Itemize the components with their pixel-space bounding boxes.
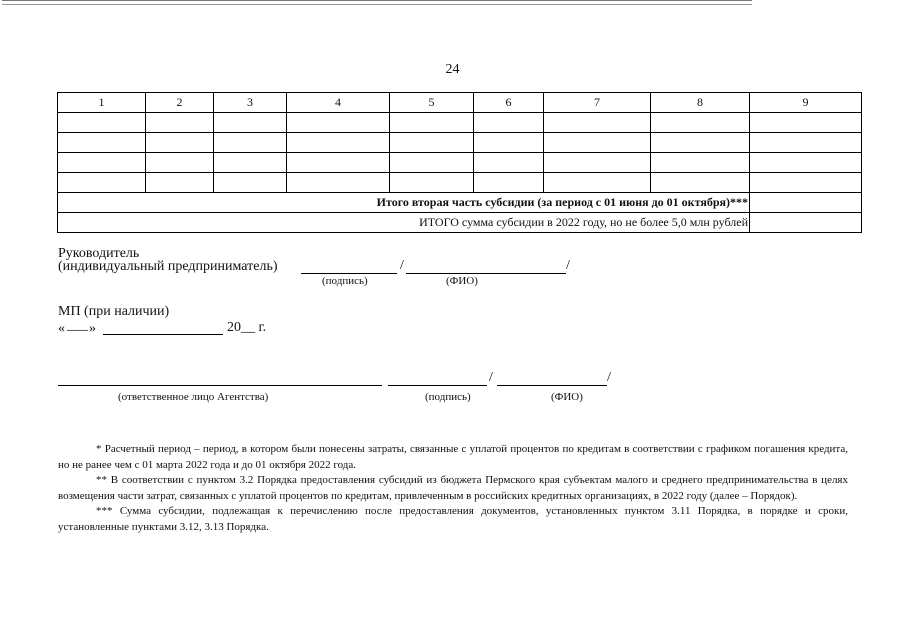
head-slash-2: / [566,258,570,273]
subsidy-table [57,92,862,233]
date-day-blank: ___ [67,318,88,333]
footnote-1: * Расчетный период – период, в котором были понесены затраты, связанные с уплатой процентов по кредитам в соответствии с графиком погашения кредита, но не ранее чем с 01 марта 2022 года и до 01 октября 2022 года. [58,443,848,471]
stamp-label: МП (при наличии) [58,304,170,319]
head-title: Руководитель [58,246,140,261]
total-2022-row [58,213,862,233]
footnote-2: ** В соответствии с пунктом 3.2 Порядка предоставления субсидий из бюджета Пермского края субъектам малого и среднего предпринимательства в целях возмещения части затрат, связанных с уплатой процентов по кредитам, привлеченным в российских кредитных организациях, в 2022 году (далее – Порядок). [58,474,848,502]
total-second-part-label: Итого вторая часть субсидии (за период с 01 июня до 01 октября)*** [58,193,750,213]
agency-person-caption: (ответственное лицо Агентства) [118,391,269,403]
date-month-line [103,334,223,335]
head-fio-line [406,273,566,274]
date-year: 20__ г. [227,320,267,335]
head-fio-caption: (ФИО) [446,275,478,287]
head-slash-1: / [400,258,404,273]
column-header: 5 [390,93,474,113]
footnotes [58,442,848,535]
column-header: 8 [651,93,750,113]
table-row [58,153,862,173]
column-header: 7 [544,93,651,113]
total-2022-label: ИТОГО сумма субсидии в 2022 году, но не более 5,0 млн рублей [58,213,750,233]
head-signature-caption: (подпись) [322,275,368,287]
column-header: 4 [287,93,390,113]
agency-slash-2: / [607,370,611,385]
column-header: 2 [146,93,214,113]
agency-slash-1: / [489,370,493,385]
agency-signature-line [388,385,487,386]
total-second-part-value [750,193,862,213]
agency-fio-caption: (ФИО) [551,391,583,403]
table-row [58,133,862,153]
agency-fio-line [497,385,607,386]
table-row [58,173,862,193]
table-row [58,113,862,133]
top-border-line [2,0,752,5]
date-open-quote: « [58,321,65,336]
head-subtitle: (индивидуальный предприниматель) [58,259,278,274]
agency-signature-caption: (подпись) [425,391,471,403]
date-close-quote: » [89,321,96,336]
column-header: 6 [474,93,544,113]
head-signature-line [301,273,397,274]
page-number: 24 [445,62,460,77]
column-header: 3 [214,93,287,113]
table-header-row [58,93,862,113]
total-2022-value [750,213,862,233]
footnote-3: *** Сумма субсидии, подлежащая к перечислению после предоставления документов, установленных пунктом 3.11 Порядка, в порядке и сроки, установленные пунктами 3.12, 3.13 Порядка. [58,505,848,533]
agency-person-line [58,385,382,386]
column-header: 1 [58,93,146,113]
total-second-part-row [58,193,862,213]
column-header: 9 [750,93,862,113]
